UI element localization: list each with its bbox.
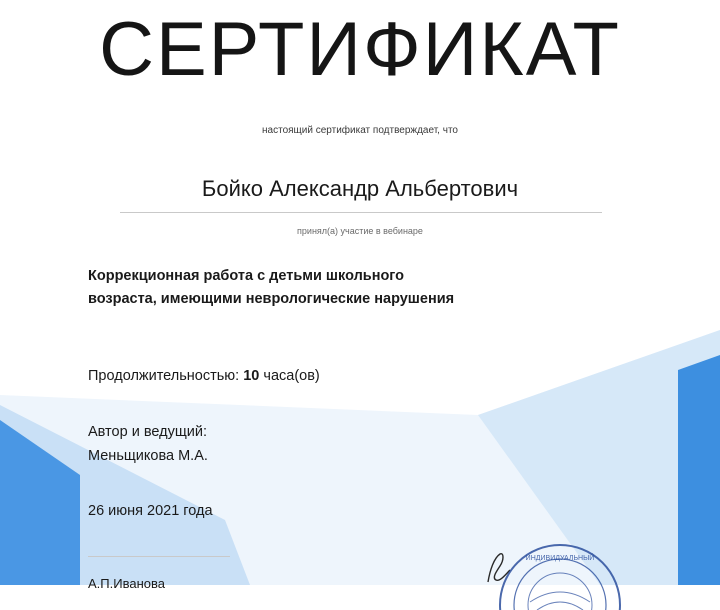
- author-name: Меньщикова М.А.: [88, 448, 208, 464]
- author-label: Автор и ведущий:: [88, 424, 207, 440]
- official-stamp: [485, 530, 635, 610]
- duration: [88, 368, 320, 384]
- signer-name: А.П.Иванова: [88, 576, 165, 591]
- signature-line: [88, 556, 230, 557]
- certificate-title: СЕРТИФИКАТ: [99, 7, 621, 92]
- duration-value: 10: [243, 368, 260, 384]
- participation-text: принял(а) участие в вебинаре: [297, 226, 423, 236]
- recipient-name: Бойко Александр Альбертович: [201, 176, 519, 201]
- webinar-title: Коррекционная работа с детьми школьного возраста, имеющими неврологические нарушения: [88, 268, 455, 307]
- duration-unit: часа(ов): [263, 368, 320, 384]
- name-underline: [120, 212, 602, 213]
- duration-label: Продолжительностью:: [88, 368, 240, 384]
- certificate-subtitle: настоящий сертификат подтверждает, что: [262, 125, 458, 136]
- stamp-text: ИНДИВИДУАЛЬНЫЙ: [525, 555, 595, 562]
- certificate-date: 26 июня 2021 года: [88, 503, 213, 519]
